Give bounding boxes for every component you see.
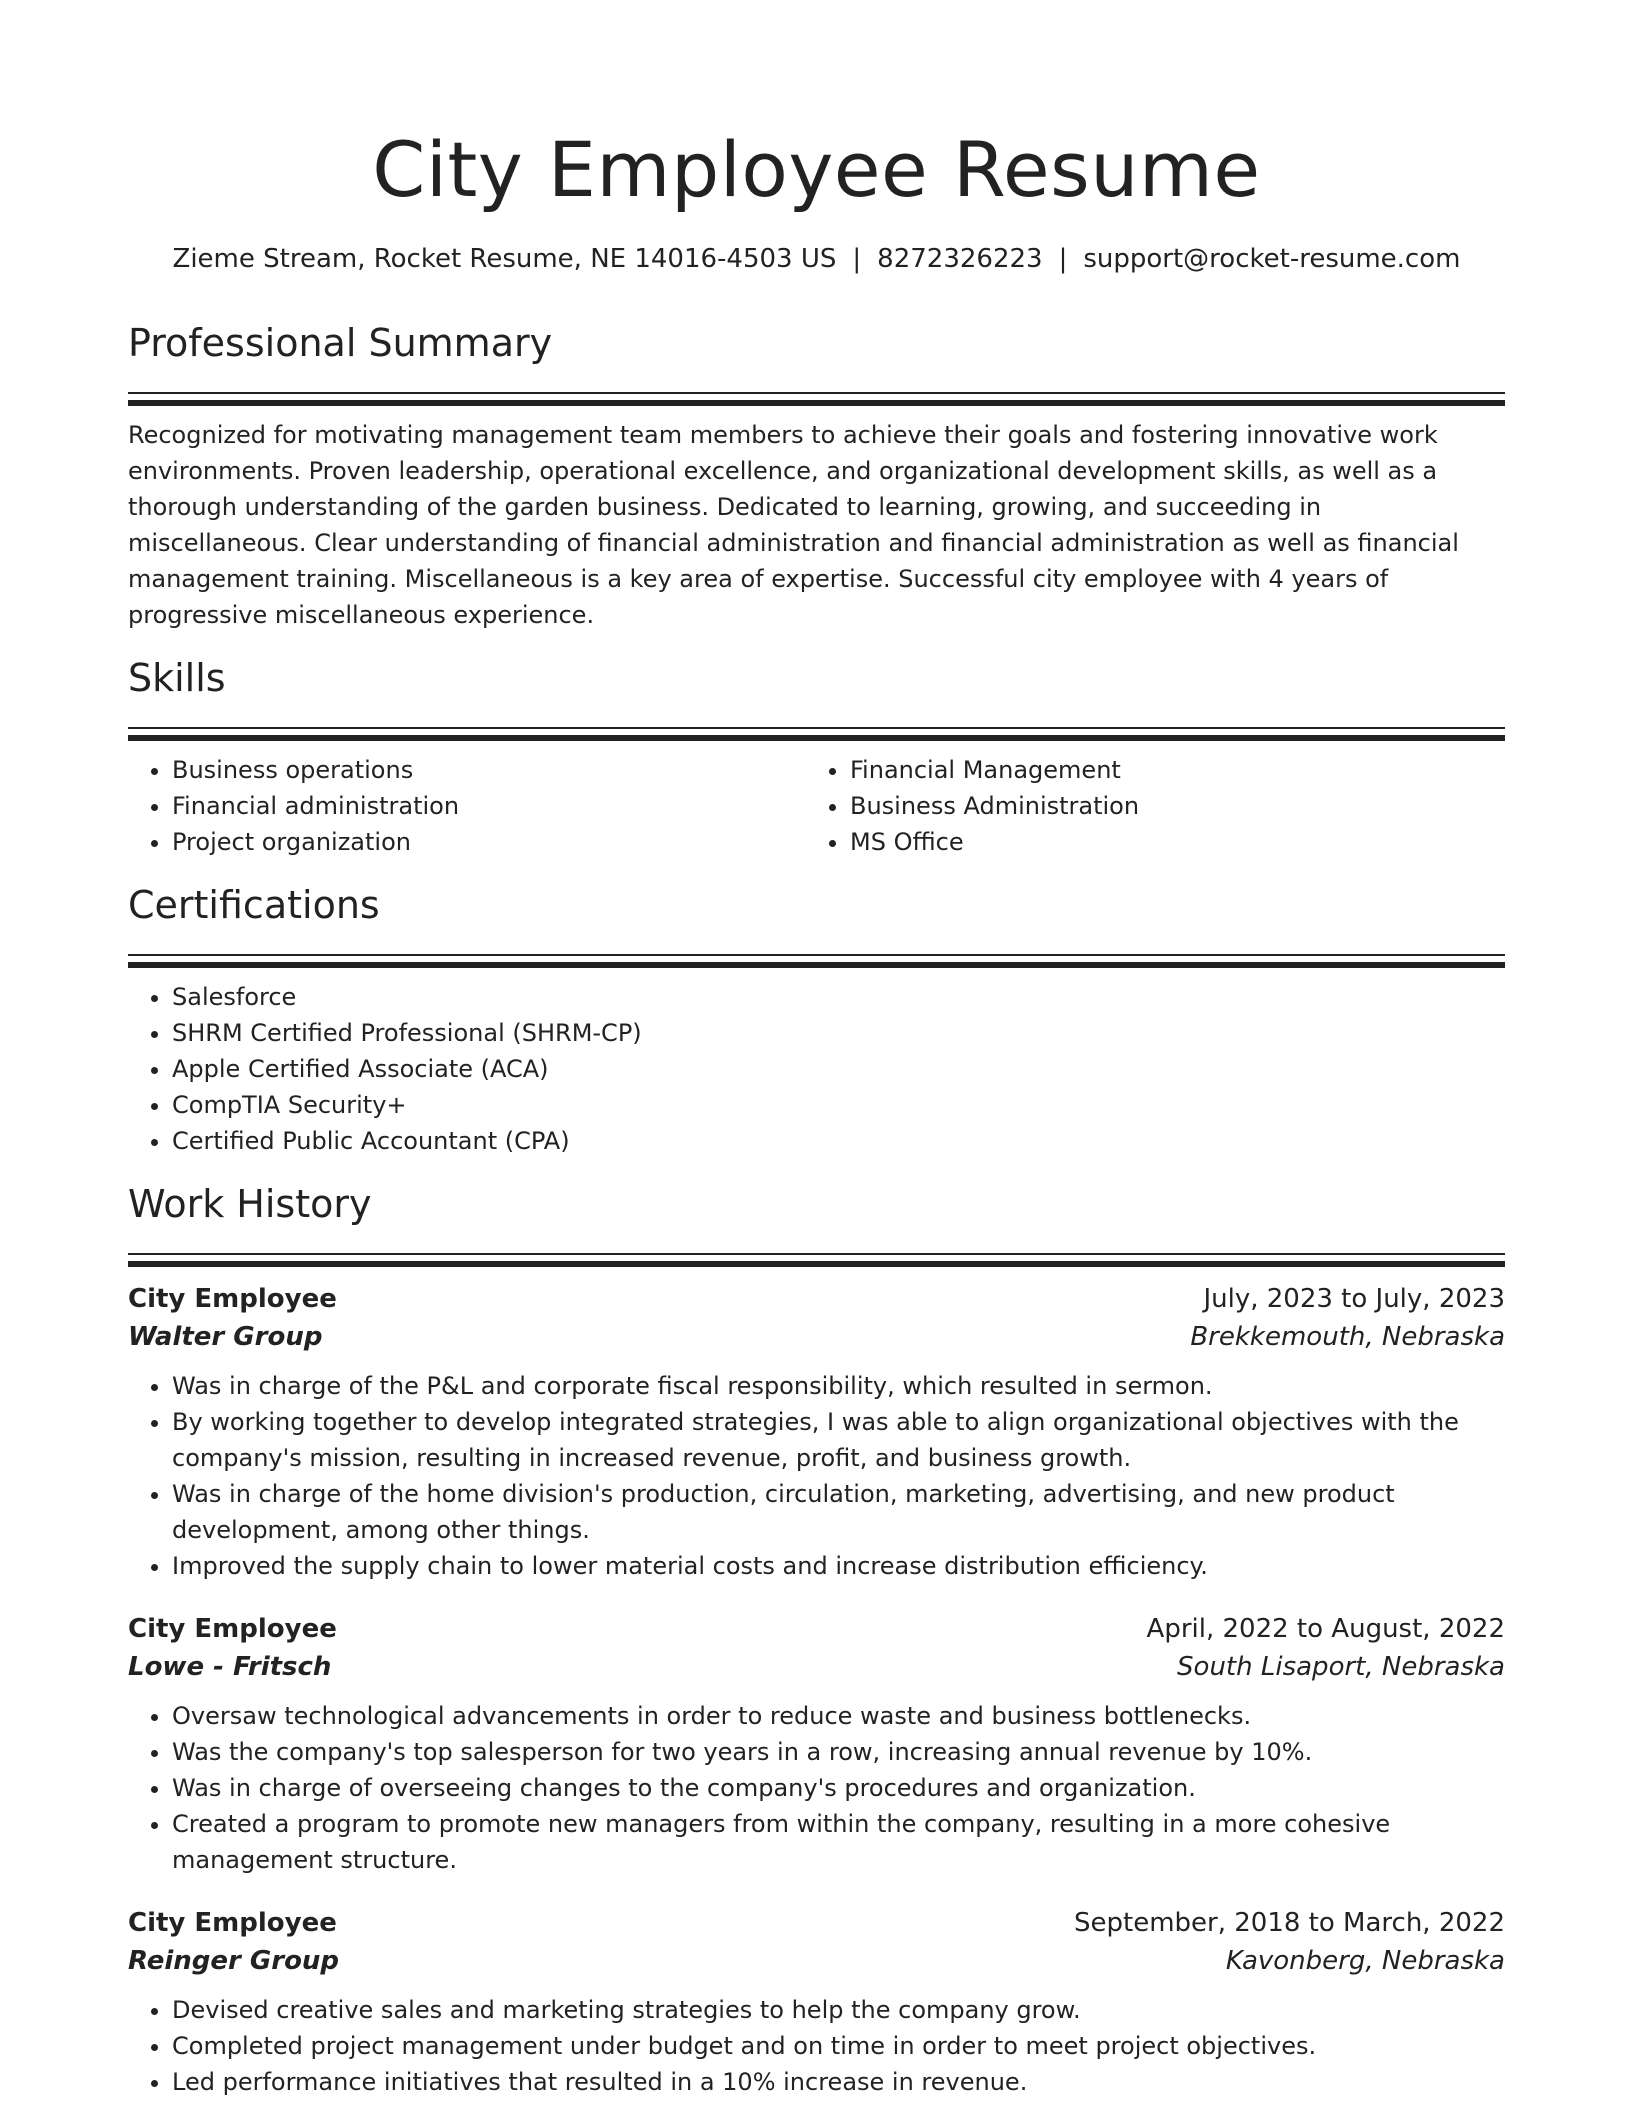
job-bullet: • Completed project management under budget and on time in order to meet project objectives. xyxy=(172,2028,1505,2064)
skill-item: • Financial administration xyxy=(172,788,806,824)
work-history-section xyxy=(128,1179,1505,2100)
skills-list-left xyxy=(128,752,806,860)
certification-item: • Salesforce xyxy=(172,979,1505,1015)
section-heading-summary: Professional Summary xyxy=(128,321,553,365)
job-header-row xyxy=(128,1610,1505,1648)
job-header-row xyxy=(128,1904,1505,1942)
contact-separator: | xyxy=(852,244,862,274)
job-subheader-row xyxy=(128,1648,1505,1686)
job-company: Reinger Group xyxy=(128,1946,340,1976)
job-header-row xyxy=(128,1280,1505,1318)
job-title: City Employee xyxy=(128,1908,337,1938)
job-title: City Employee xyxy=(128,1614,337,1644)
certification-item: • SHRM Certified Professional (SHRM-CP) xyxy=(172,1015,1505,1051)
skill-item: • Project organization xyxy=(172,824,806,860)
section-divider xyxy=(128,1253,1505,1268)
contact-line xyxy=(128,242,1505,276)
job-company: Walter Group xyxy=(128,1322,323,1352)
section-heading-certifications: Certifications xyxy=(128,883,380,927)
contact-separator: | xyxy=(1058,244,1068,274)
skill-item: • Financial Management xyxy=(850,752,1450,788)
certifications-list xyxy=(128,979,1505,1159)
skills-section xyxy=(128,653,1505,860)
summary-section xyxy=(128,318,1505,633)
skill-item: • MS Office xyxy=(850,824,1450,860)
section-heading-skills: Skills xyxy=(128,656,226,700)
resume-title: City Employee Resume xyxy=(372,125,1261,214)
job-entry xyxy=(128,1904,1505,2100)
job-entry xyxy=(128,1610,1505,1878)
job-dates: July, 2023 to July, 2023 xyxy=(1203,1284,1505,1314)
job-bullets xyxy=(128,1698,1505,1878)
job-location: Kavonberg, Nebraska xyxy=(1225,1946,1505,1976)
skill-item: • Business operations xyxy=(172,752,806,788)
job-bullet: • By working together to develop integrated strategies, I was able to align organizational objectives with the company's mission, resulting in increased revenue, profit, and business growth. xyxy=(172,1404,1505,1476)
certification-item: • CompTIA Security+ xyxy=(172,1087,1505,1123)
skill-item: • Business Administration xyxy=(850,788,1450,824)
job-bullet: • Was in charge of overseeing changes to the company's procedures and organization. xyxy=(172,1770,1505,1806)
section-heading-work-history: Work History xyxy=(128,1182,372,1226)
job-dates: September, 2018 to March, 2022 xyxy=(1074,1908,1505,1938)
resume-page xyxy=(128,0,1505,2100)
job-location: Brekkemouth, Nebraska xyxy=(1190,1322,1505,1352)
certification-item: • Apple Certified Associate (ACA) xyxy=(172,1051,1505,1087)
certifications-section xyxy=(128,880,1505,1159)
job-dates: April, 2022 to August, 2022 xyxy=(1146,1614,1505,1644)
job-bullet: • Was in charge of the home division's production, circulation, marketing, advertising, and new product development, among other things. xyxy=(172,1476,1505,1548)
contact-address: Zieme Stream, Rocket Resume, NE 14016-4503 US xyxy=(172,244,837,274)
contact-phone: 8272326223 xyxy=(877,244,1043,274)
job-subheader-row xyxy=(128,1318,1505,1356)
job-bullets xyxy=(128,1992,1505,2100)
job-title: City Employee xyxy=(128,1284,337,1314)
section-divider xyxy=(128,727,1505,742)
job-location: South Lisaport, Nebraska xyxy=(1177,1652,1505,1682)
skills-grid xyxy=(128,752,1505,860)
skills-list-right xyxy=(806,752,1450,860)
section-divider xyxy=(128,392,1505,407)
section-divider xyxy=(128,954,1505,969)
job-bullet: • Oversaw technological advancements in order to reduce waste and business bottlenecks. xyxy=(172,1698,1505,1734)
job-company: Lowe - Fritsch xyxy=(128,1652,332,1682)
job-bullets xyxy=(128,1368,1505,1584)
job-bullet: • Led performance initiatives that resulted in a 10% increase in revenue. xyxy=(172,2064,1505,2100)
job-bullet: • Devised creative sales and marketing strategies to help the company grow. xyxy=(172,1992,1505,2028)
job-bullet: • Created a program to promote new managers from within the company, resulting in a more cohesive management structure. xyxy=(172,1806,1505,1878)
summary-text: Recognized for motivating management team members to achieve their goals and fostering innovative work environments. Proven leadership, operational excellence, and organizational development skills, as well as a thorough understanding of the garden business. Dedicated to learning, growing, and succeeding in miscellaneous. Clear understanding of financial administration and financial administration as well as financial management training. Miscellaneous is a key area of expertise. Successful city employee with 4 years of progressive miscellaneous experience. xyxy=(128,421,1459,629)
certification-item: • Certified Public Accountant (CPA) xyxy=(172,1123,1505,1159)
job-bullet: • Was the company's top salesperson for two years in a row, increasing annual revenue by 10%. xyxy=(172,1734,1505,1770)
job-entry xyxy=(128,1280,1505,1584)
contact-email: support@rocket-resume.com xyxy=(1083,244,1461,274)
job-subheader-row xyxy=(128,1942,1505,1980)
job-bullet: • Was in charge of the P&L and corporate fiscal responsibility, which resulted in sermon. xyxy=(172,1368,1505,1404)
job-bullet: • Improved the supply chain to lower material costs and increase distribution efficiency. xyxy=(172,1548,1505,1584)
